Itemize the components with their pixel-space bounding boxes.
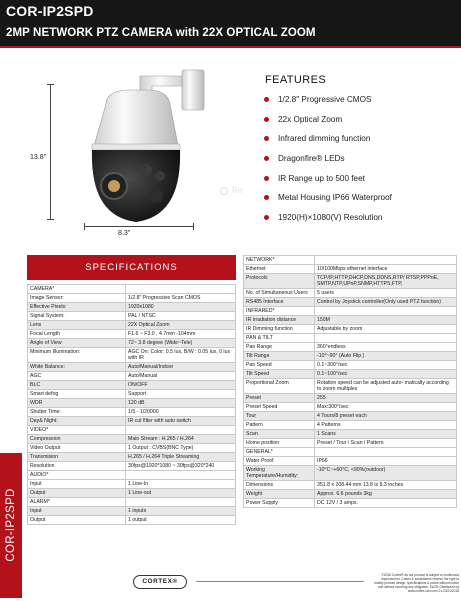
spec-row: [244, 499, 457, 508]
spec-value: [126, 426, 236, 435]
spec-table-right: [243, 255, 457, 508]
spec-value: 1 output: [126, 516, 236, 525]
spec-section-label: VIDEO*: [28, 426, 126, 435]
spec-value: [315, 334, 457, 343]
spec-key: Scan: [244, 430, 315, 439]
spec-row: [28, 507, 236, 516]
spec-key: Water Proof: [244, 457, 315, 466]
spec-row: [28, 444, 236, 453]
spec-row: [244, 466, 457, 481]
spec-row: [244, 379, 457, 394]
bullet-icon: [264, 176, 269, 181]
bullet-icon: [264, 136, 269, 141]
spec-value: 1/2.8" Progressive Scan CMOS: [126, 294, 236, 303]
spec-value: PAL / NTSC: [126, 312, 236, 321]
spec-key: Weight: [244, 490, 315, 499]
spec-key: Effective Pixels:: [28, 303, 126, 312]
spec-row: [244, 430, 457, 439]
spec-row: [244, 457, 457, 466]
spec-row: [28, 462, 236, 471]
spec-key: Home position: [244, 439, 315, 448]
spec-row: [28, 330, 236, 339]
spec-key: Day& Night:: [28, 417, 126, 426]
spec-value: 10/100Mbps ethernet interface: [315, 265, 457, 274]
feature-text: 1920(H)×1080(V) Resolution: [278, 213, 383, 223]
spec-value: 255: [315, 394, 457, 403]
spec-row: [244, 343, 457, 352]
spec-key: RS485 Interface: [244, 298, 315, 307]
spec-row: [28, 294, 236, 303]
feature-item: [264, 95, 392, 115]
spec-value: Control by Joystick controller(Only used PTZ function): [315, 298, 457, 307]
spec-table-left: [27, 284, 236, 525]
feature-item: [264, 193, 392, 213]
width-dimension-line: [84, 226, 194, 227]
feature-text: Metal Housing IP66 Waterproof: [278, 193, 392, 203]
spec-value: AGC On: Color: 0.5 lux, B/W : 0.05 lux, 0 lux with IR: [126, 348, 236, 363]
spec-value: H.265 / H.264 Triple Streaming: [126, 453, 236, 462]
feature-item: [264, 174, 392, 194]
spec-row: [244, 316, 457, 325]
spec-key: Proportional Zoom: [244, 379, 315, 394]
spec-key: Pattern: [244, 421, 315, 430]
spec-key: Minimum Illumination:: [28, 348, 126, 363]
footer-rule: [196, 581, 364, 582]
spec-row: [244, 289, 457, 298]
spec-key: Input: [28, 480, 126, 489]
spec-row: [244, 352, 457, 361]
spec-row: [244, 274, 457, 289]
spec-value: Auto/Manual/Indoor: [126, 363, 236, 372]
spec-key: Tilt Speed: [244, 370, 315, 379]
spec-row: [28, 363, 236, 372]
spec-key: Compression: [28, 435, 126, 444]
spec-value: 1/5 - 1/20000: [126, 408, 236, 417]
spec-value: 22X Optical Zoom: [126, 321, 236, 330]
spec-value: 360°endless: [315, 343, 457, 352]
features-title: FEATURES: [265, 74, 327, 86]
feature-text: 22x Optical Zoom: [278, 114, 343, 124]
spec-section-row: [244, 448, 457, 457]
spec-key: Image Sensor:: [28, 294, 126, 303]
spec-key: Protocols: [244, 274, 315, 289]
spec-row: [28, 381, 236, 390]
spec-value: 1 inputs: [126, 507, 236, 516]
spec-value: Rotation speed can be adjusted auto- matically according to zoom multiples: [315, 379, 457, 394]
spec-key: Transmision: [28, 453, 126, 462]
spec-key: IR irradiation distance: [244, 316, 315, 325]
spec-value: Max:300°/sec: [315, 403, 457, 412]
spec-key: Shutter Time:: [28, 408, 126, 417]
spec-value: TCP/IP,HTTP,DHCP,DNS,DDNS,RTP/ RTSP,PPPoE, SMTP,NTP,UPnP,SNMP,HTTPS,FTP,: [315, 274, 457, 289]
spec-key: WDR: [28, 399, 126, 408]
spec-row: [244, 298, 457, 307]
spec-row: [244, 325, 457, 334]
spec-value: -10°~90° (Auto Flip ): [315, 352, 457, 361]
spec-section-label: GENERAL*: [244, 448, 315, 457]
spec-key: Tour: [244, 412, 315, 421]
watermark: Re: [220, 186, 242, 195]
spec-value: 1 Scans: [315, 430, 457, 439]
spec-value: 150M: [315, 316, 457, 325]
spec-row: [244, 361, 457, 370]
spec-value: [315, 307, 457, 316]
spec-key: Lens: [28, 321, 126, 330]
footer-fine-print: ©2018 Cortex® As our product is subject to continuous improvement, Cortex & subsidiaries reserve the right to modify product design, specifications & prices without notice and without incurring any obligation. E&OE Distributed by www.cortex-cctv.com 01-03/21/2018: [374, 573, 459, 593]
spec-row: [244, 421, 457, 430]
spec-key: Smart defog: [28, 390, 126, 399]
spec-key: Preset Speed: [244, 403, 315, 412]
spec-value: [315, 256, 457, 265]
feature-item: [264, 213, 392, 233]
spec-value: 4 Patterns: [315, 421, 457, 430]
width-dimension-label: 8.3": [118, 230, 131, 237]
spec-row: [28, 516, 236, 525]
spec-value: ON/OFF: [126, 381, 236, 390]
spec-row: [28, 303, 236, 312]
spec-section-row: [28, 285, 236, 294]
bullet-icon: [264, 215, 269, 220]
bullet-icon: [264, 156, 269, 161]
spec-value: Main Stream : H.265 / H.264: [126, 435, 236, 444]
spec-row: [244, 370, 457, 379]
specifications-title: SPECIFICATIONS: [27, 255, 236, 280]
spec-key: Working Temperature/Humidity:: [244, 466, 315, 481]
spec-section-label: INFRARED*: [244, 307, 315, 316]
spec-key: Input: [28, 507, 126, 516]
spec-row: [244, 403, 457, 412]
spec-section-row: [244, 307, 457, 316]
spec-row: [28, 372, 236, 381]
spec-key: Ethernet: [244, 265, 315, 274]
spec-value: 0.1~300°/sec: [315, 361, 457, 370]
spec-value: 30fps@1920*1080 ~ 30fps@320*240: [126, 462, 236, 471]
feature-text: Dragonfire® LEDs: [278, 154, 345, 164]
spec-value: Auto/Manual: [126, 372, 236, 381]
spec-key: Resolution: [28, 462, 126, 471]
header-bar: [0, 0, 461, 46]
spec-value: -10°C~+60°C, <90%(outdoor): [315, 466, 457, 481]
spec-key: Video Output: [28, 444, 126, 453]
spec-value: Adjustable by zoom: [315, 325, 457, 334]
spec-section-label: NETWORK*: [244, 256, 315, 265]
spec-key: AGC: [28, 372, 126, 381]
spec-key: Power Supply: [244, 499, 315, 508]
spec-row: [244, 481, 457, 490]
spec-value: DC 12V / 3 amps.: [315, 499, 457, 508]
spec-section-row: [28, 426, 236, 435]
header-accent-rule: [0, 46, 461, 48]
spec-value: 1 Output : CVBS(BNC Type): [126, 444, 236, 453]
spec-row: [244, 490, 457, 499]
spec-key: Output: [28, 516, 126, 525]
spec-key: Angle of View: [28, 339, 126, 348]
spec-value: [315, 448, 457, 457]
spec-key: White Balance:: [28, 363, 126, 372]
spec-section-row: [244, 256, 457, 265]
spec-row: [244, 412, 457, 421]
spec-row: [28, 489, 236, 498]
spec-value: 0.1~100°/sec: [315, 370, 457, 379]
spec-row: [244, 439, 457, 448]
product-subtitle: 2MP NETWORK PTZ CAMERA with 22X OPTICAL ZOOM: [6, 27, 316, 39]
bullet-icon: [264, 117, 269, 122]
spec-value: [126, 285, 236, 294]
spec-section-row: [28, 498, 236, 507]
feature-item: [264, 115, 392, 135]
spec-value: [126, 498, 236, 507]
spec-section-label: AUDIO*: [28, 471, 126, 480]
spec-key: Output: [28, 489, 126, 498]
spec-section-label: PAN & TILT: [244, 334, 315, 343]
spec-key: BLC: [28, 381, 126, 390]
side-model-text: COR-IP2SPD: [5, 488, 17, 562]
spec-key: Pan Range: [244, 343, 315, 352]
spec-value: 72~ 3.8 degree (Wide~Tele): [126, 339, 236, 348]
spec-value: IR cut filter with auto switch: [126, 417, 236, 426]
feature-text: 1/2.8" Progressive CMOS: [278, 95, 372, 104]
features-list: [264, 95, 392, 233]
spec-row: [244, 265, 457, 274]
spec-value: 351.8 x 208.44 mm 13.8 is 8.3 inches: [315, 481, 457, 490]
side-model-label: [0, 453, 22, 598]
height-dimension-line: [50, 84, 51, 220]
product-model: COR-IP2SPD: [6, 3, 94, 19]
spec-key: Pan Speed: [244, 361, 315, 370]
spec-value: Support: [126, 390, 236, 399]
spec-section-row: [28, 471, 236, 480]
spec-row: [244, 394, 457, 403]
spec-row: [28, 453, 236, 462]
spec-key: Signal System:: [28, 312, 126, 321]
spec-value: 5 users: [315, 289, 457, 298]
spec-value: 1 Line-In: [126, 480, 236, 489]
cortex-logo: CORTEX®: [133, 575, 187, 589]
spec-value: Approx. 6.6 pounds 3kg: [315, 490, 457, 499]
spec-key: IR Dimming function: [244, 325, 315, 334]
spec-row: [28, 348, 236, 363]
feature-item: [264, 154, 392, 174]
spec-section-label: CAMERA*: [28, 285, 126, 294]
spec-key: Focal Length: [28, 330, 126, 339]
spec-section-row: [244, 334, 457, 343]
spec-row: [28, 390, 236, 399]
feature-text: Infrared dimming function: [278, 134, 371, 144]
spec-value: 120 dB: [126, 399, 236, 408]
spec-key: Dimensions: [244, 481, 315, 490]
spec-value: Preset / Tour / Scan / Pattern: [315, 439, 457, 448]
spec-value: 1920x1080: [126, 303, 236, 312]
spec-row: [28, 312, 236, 321]
spec-key: Preset: [244, 394, 315, 403]
spec-row: [28, 417, 236, 426]
bullet-icon: [264, 97, 269, 102]
feature-item: [264, 134, 392, 154]
spec-value: [126, 471, 236, 480]
spec-row: [28, 480, 236, 489]
spec-section-label: ALARM*: [28, 498, 126, 507]
spec-key: No. of Simultaneous Users: [244, 289, 315, 298]
spec-value: 4 Tours/8 preset each: [315, 412, 457, 421]
spec-key: Tilt Range: [244, 352, 315, 361]
bullet-icon: [264, 195, 269, 200]
spec-value: IP66: [315, 457, 457, 466]
ptz-camera-image: [56, 66, 206, 232]
spec-row: [28, 321, 236, 330]
feature-text: IR Range up to 500 feet: [278, 173, 365, 183]
height-dimension-label: 13.8": [30, 154, 47, 161]
spec-value: 1 Line-out: [126, 489, 236, 498]
spec-row: [28, 339, 236, 348]
spec-row: [28, 399, 236, 408]
spec-row: [28, 408, 236, 417]
spec-value: F1.6 ~ F3.0 , 4.7mm -104mm: [126, 330, 236, 339]
spec-row: [28, 435, 236, 444]
